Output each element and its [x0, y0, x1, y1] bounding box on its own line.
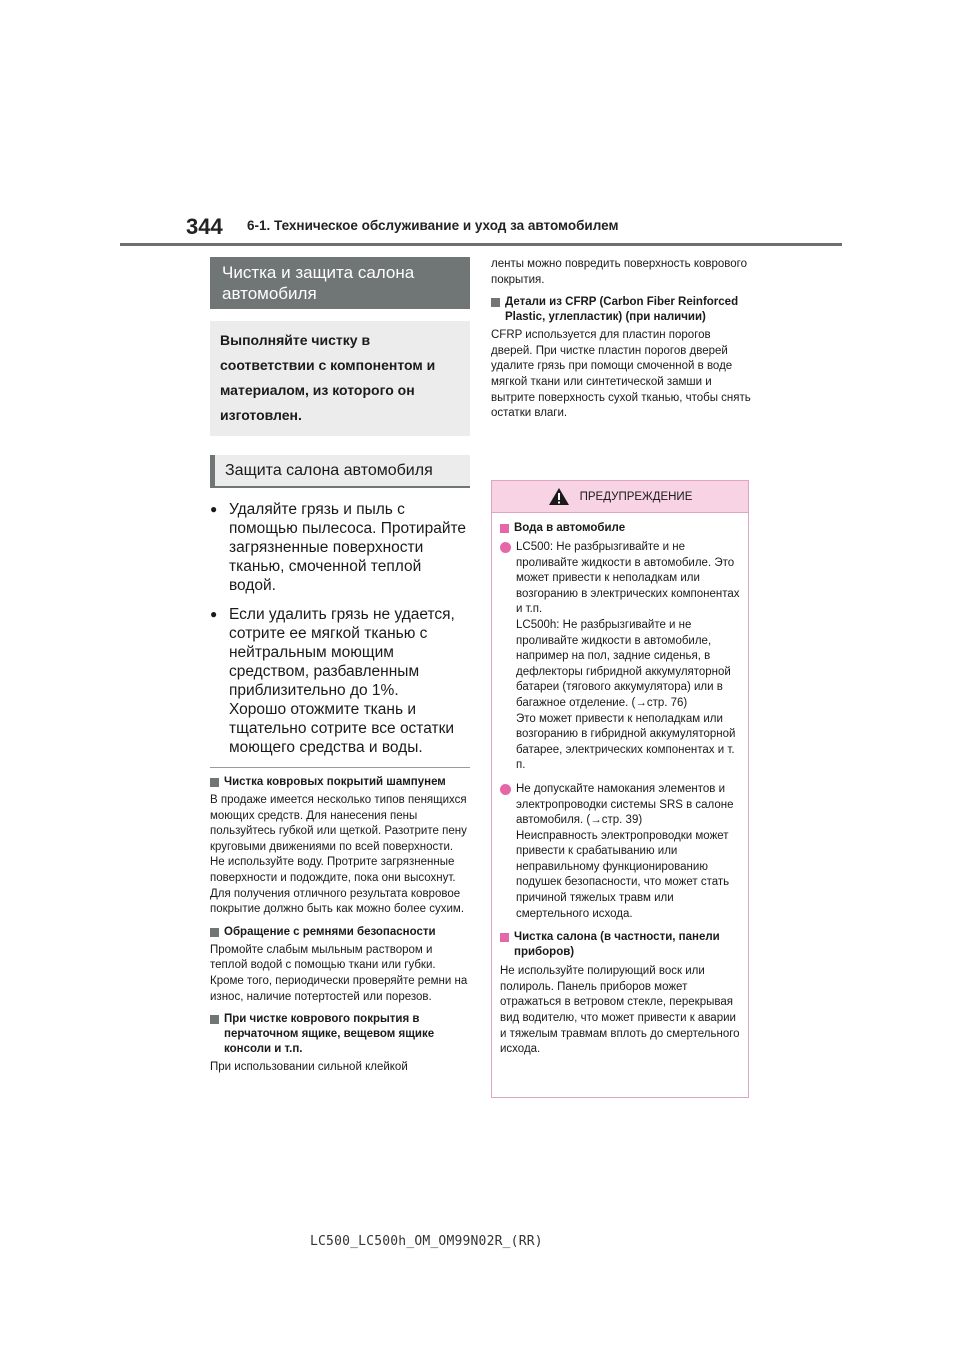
bullet-icon: ● — [210, 502, 218, 516]
cfrp-heading: Детали из CFRP (Carbon Fiber Reinforced Plastic, углепластик) (при наличии) — [491, 295, 751, 325]
page-number: 344 — [186, 214, 223, 239]
warning-item: LC500: Не разбрызгивайте и не проливайте жидкости в автомобиле. Это может привести к неполадкам или возгоранию в электрических компонентах и т.п. LC500h: Не разбрызгивайте и не проливайте жидкости в автомобиле, например на пол, задние сиденья, в дефлекторы гибридной аккумуляторной батареи (тягового аккумулятора) или в багажное отделение. (→стр. 76) Это может привести к неполадкам или возгоранию в гибридной аккумуляторной батарее, электрических компонентах и т. п. — [500, 540, 740, 774]
subsection-title: Защита салона автомобиля — [225, 462, 433, 479]
warning-triangle-icon — [548, 487, 570, 506]
bullet-icon: ● — [210, 607, 218, 621]
square-bullet-icon — [500, 524, 509, 533]
warning-title: ПРЕДУПРЕЖДЕНИЕ — [579, 490, 693, 503]
square-bullet-icon — [210, 1015, 219, 1024]
carpet-heading: Чистка ковровых покрытий шампунем — [210, 775, 470, 790]
warning-item: Не допускайте намокания элементов и электропроводки системы SRS в салоне автомобиля. (→стр. 39) Неисправность электропроводки может привести к срабатыванию или неправильному функционированию подушек безопасности, что может стать причиной тяжелых травм или смертельного исхода. — [500, 782, 740, 922]
warning-box — [491, 480, 749, 1098]
square-bullet-icon — [210, 778, 219, 787]
list-item: ● Удаляйте грязь и пыль с помощью пылесоса. Протирайте загрязненные поверхности тканью, смоченной теплой водой. — [210, 501, 467, 594]
right-column — [491, 257, 751, 428]
left-column — [210, 257, 470, 1082]
glovebox-text-continued: ленты можно повредить поверхность коврового покрытия. — [491, 258, 747, 286]
dashboard-text: Не используйте полирующий воск или полироль. Панель приборов может отражаться в ветровом стекле, перекрывая вид водителю, что может привести к аварии и тяжелым травмам вплоть до смертельного исхода. — [500, 965, 740, 1056]
intro-box: Выполняйте чистку в соответствии с компонентом и материалом, из которого он изготовлен. — [210, 321, 470, 436]
glovebox-heading: При чистке коврового покрытия в перчаточном ящике, вещевом ящике консоли и т.п. — [210, 1012, 470, 1057]
footer-code: LC500_LC500h_OM_OM99N02R_(RR) — [310, 1234, 543, 1249]
belts-heading: Обращение с ремнями безопасности — [210, 925, 470, 940]
bullet-list — [210, 500, 470, 757]
section-title: Чистка и защита салона автомобиля — [210, 257, 470, 309]
warning-body — [492, 513, 748, 1058]
belts-text: Промойте слабым мыльным раствором и теплой водой с помощью ткани или губки. Кроме того, периодически проверяйте ремни на износ, наличие потертостей или порезов. — [210, 943, 468, 1003]
circle-bullet-icon — [500, 542, 511, 553]
dashboard-heading: Чистка салона (в частности, панели приборов) — [500, 930, 740, 960]
square-bullet-icon — [500, 933, 509, 942]
glovebox-text: При использовании сильной клейкой — [210, 1061, 408, 1074]
list-item: ● Если удалить грязь не удается, сотрите ее мягкой тканью с нейтральным моющим средством, разбавленным приблизительно до 1%. Хорошо отожмите ткань и тщательно сотрите все остатки моющего средства и воды. — [210, 606, 455, 756]
square-bullet-icon — [210, 928, 219, 937]
warning-header — [492, 481, 748, 513]
chapter-title: 6-1. Техническое обслуживание и уход за автомобилем — [247, 218, 619, 233]
square-bullet-icon — [491, 298, 500, 307]
header-divider — [120, 243, 842, 246]
subsection-title-bar — [210, 455, 470, 488]
section-divider — [210, 767, 470, 768]
cfrp-text: CFRP используется для пластин порогов дверей. При чистке пластин порогов дверей удалите грязь при помощи смоченной в воде мягкой ткани или синтетической замши и вытрите поверхность сухой тканью, чтобы снять остатки влаги. — [491, 329, 751, 420]
water-heading: Вода в автомобиле — [500, 521, 740, 536]
circle-bullet-icon — [500, 784, 511, 795]
carpet-text: В продаже имеется несколько типов пенящихся моющих средств. Для нанесения пены пользуйтесь губкой или щеткой. Разотрите пену круговыми движениями по всей поверхности. Не используйте воду. Протрите загрязненные поверхности и подождите, пока они высохнут. Для получения отличного результата ковровое покрытие должно быть как можно более сухим. — [210, 794, 467, 916]
